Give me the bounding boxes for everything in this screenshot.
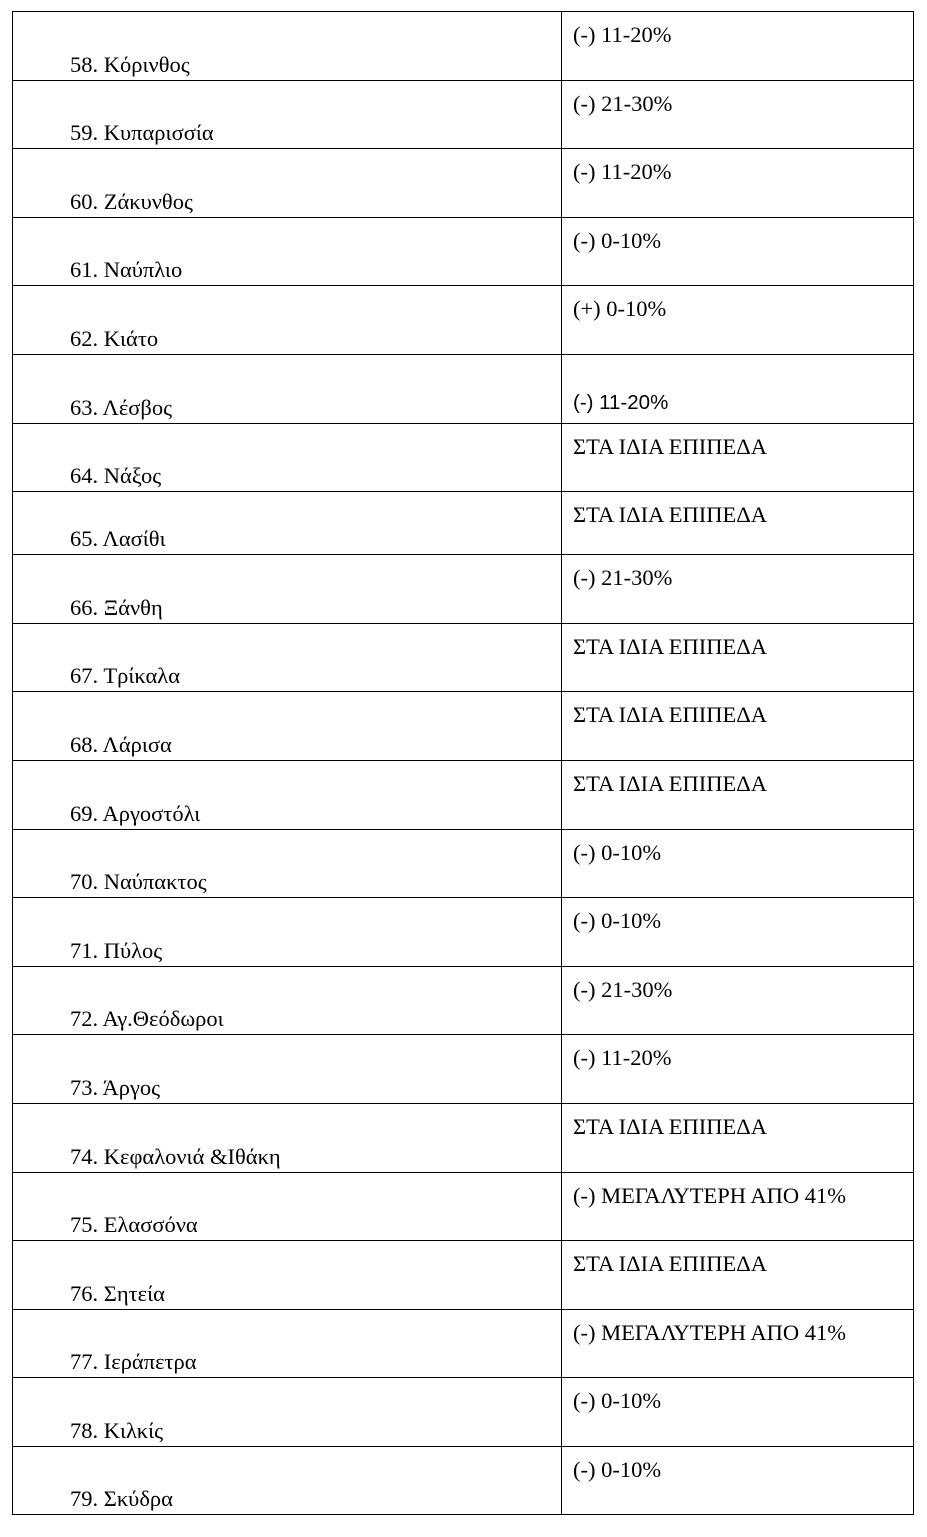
change-value-cell (562, 354, 914, 423)
change-value-cell (562, 149, 914, 218)
table-row (13, 760, 914, 829)
region-name-cell (13, 1378, 562, 1447)
region-name-cell (13, 149, 562, 218)
change-value: ΣΤΑ ΙΔΙΑ ΕΠΙΠΕΔΑ (573, 702, 767, 728)
change-value-cell (562, 423, 914, 492)
region-name: 67. Τρίκαλα (70, 663, 180, 689)
change-value: (-) 21-30% (573, 565, 673, 591)
region-name: 75. Ελασσόνα (70, 1212, 198, 1238)
change-value: ΣΤΑ ΙΔΙΑ ΕΠΙΠΕΔΑ (573, 502, 767, 528)
region-name: 76. Σητεία (70, 1280, 165, 1306)
region-name-cell (13, 1241, 562, 1310)
table-row (13, 1309, 914, 1378)
region-name-cell (13, 966, 562, 1035)
region-name-cell (13, 12, 562, 81)
region-name: 69. Αργοστόλι (70, 800, 201, 826)
change-value-cell (562, 623, 914, 692)
region-name: 72. Αγ.Θεόδωροι (70, 1006, 224, 1032)
table-row (13, 555, 914, 624)
change-value: (-) ΜΕΓΑΛΥΤΕΡΗ ΑΠΟ 41% (573, 1182, 847, 1208)
region-name-cell (13, 692, 562, 761)
change-value-cell (562, 760, 914, 829)
change-value: (-) 21-30% (573, 976, 673, 1002)
change-value: (-) 11-20% (573, 1045, 672, 1071)
region-name: 77. Ιεράπετρα (70, 1349, 197, 1375)
region-name: 79. Σκύδρα (70, 1486, 173, 1512)
change-value-cell (562, 492, 914, 555)
change-value-cell (562, 217, 914, 286)
region-name-cell (13, 1309, 562, 1378)
change-value: ΣΤΑ ΙΔΙΑ ΕΠΙΠΕΔΑ (573, 433, 767, 459)
table-row (13, 966, 914, 1035)
table-row (13, 623, 914, 692)
region-name-cell (13, 1035, 562, 1104)
table-row (13, 1241, 914, 1310)
change-value-cell (562, 829, 914, 898)
region-name: 60. Ζάκυνθος (70, 188, 193, 214)
region-name-cell (13, 1172, 562, 1241)
change-value-cell (562, 555, 914, 624)
region-name-cell (13, 354, 562, 423)
change-value: (-) 0-10% (573, 839, 662, 865)
region-name: 64. Νάξος (70, 463, 162, 489)
change-value: (+) 0-10% (573, 296, 667, 322)
table-row (13, 12, 914, 81)
change-value-cell (562, 1241, 914, 1310)
table-row (13, 80, 914, 149)
table-row (13, 692, 914, 761)
region-name-cell (13, 217, 562, 286)
table-row (13, 1035, 914, 1104)
region-name-cell (13, 623, 562, 692)
region-name: 66. Ξάνθη (70, 594, 163, 620)
table-row (13, 354, 914, 423)
change-value-cell (562, 966, 914, 1035)
change-value-cell (562, 692, 914, 761)
region-name-cell (13, 898, 562, 967)
change-value: ΣΤΑ ΙΔΙΑ ΕΠΙΠΕΔΑ (573, 1251, 767, 1277)
region-name: 58. Κόρινθος (70, 51, 190, 77)
region-name: 65. Λασίθι (70, 526, 166, 552)
table-row (13, 492, 914, 555)
table-row (13, 217, 914, 286)
change-value: ΣΤΑ ΙΔΙΑ ΕΠΙΠΕΔΑ (573, 1113, 767, 1139)
table-row (13, 1103, 914, 1172)
change-value-cell (562, 1103, 914, 1172)
region-name-cell (13, 80, 562, 149)
change-value: (-) 0-10% (573, 1456, 662, 1482)
change-value-cell (562, 1172, 914, 1241)
change-value: (-) 11-20% (573, 22, 672, 47)
region-name: 74. Κεφαλονιά &Ιθάκη (70, 1143, 281, 1169)
table-row (13, 829, 914, 898)
change-value: (-) 0-10% (573, 1388, 662, 1414)
change-value: ΣΤΑ ΙΔΙΑ ΕΠΙΠΕΔΑ (573, 770, 767, 796)
region-name-cell (13, 1103, 562, 1172)
region-name: 68. Λάρισα (70, 731, 172, 757)
change-value: (-) 0-10% (573, 227, 662, 253)
region-name-cell (13, 760, 562, 829)
region-name: 73. Άργος (70, 1074, 161, 1100)
table-row (13, 898, 914, 967)
change-value-cell (562, 12, 914, 81)
change-value-cell (562, 898, 914, 967)
change-value: (-) ΜΕΓΑΛΥΤΕΡΗ ΑΠΟ 41% (573, 1319, 847, 1345)
region-name-cell (13, 286, 562, 355)
change-value-cell (562, 1378, 914, 1447)
region-name: 71. Πύλος (70, 937, 163, 963)
region-name: 61. Ναύπλιο (70, 257, 183, 283)
change-value-cell (562, 286, 914, 355)
change-value: (-) 21-30% (573, 90, 673, 116)
table-row (13, 1378, 914, 1447)
change-value: (-) 0-10% (573, 908, 662, 934)
region-name-cell (13, 423, 562, 492)
table-row (13, 149, 914, 218)
region-name-cell (13, 1446, 562, 1515)
region-name-cell (13, 829, 562, 898)
change-value: ΣΤΑ ΙΔΙΑ ΕΠΙΠΕΔΑ (573, 633, 767, 659)
table-row (13, 1172, 914, 1241)
table-row (13, 286, 914, 355)
change-value-cell (562, 80, 914, 149)
region-name-cell (13, 492, 562, 555)
change-value: (-) 11-20% (573, 390, 669, 414)
region-name: 59. Κυπαρισσία (70, 120, 214, 146)
region-name: 70. Ναύπακτος (70, 869, 207, 895)
table-row (13, 423, 914, 492)
change-value-cell (562, 1035, 914, 1104)
change-value-cell (562, 1309, 914, 1378)
table-row (13, 1446, 914, 1515)
change-value: (-) 11-20% (573, 159, 672, 185)
change-value-cell (562, 1446, 914, 1515)
region-name: 78. Κιλκίς (70, 1417, 164, 1443)
region-name-cell (13, 555, 562, 624)
region-name: 62. Κιάτο (70, 325, 159, 351)
region-name: 63. Λέσβος (70, 394, 173, 420)
region-change-table (12, 11, 914, 1515)
